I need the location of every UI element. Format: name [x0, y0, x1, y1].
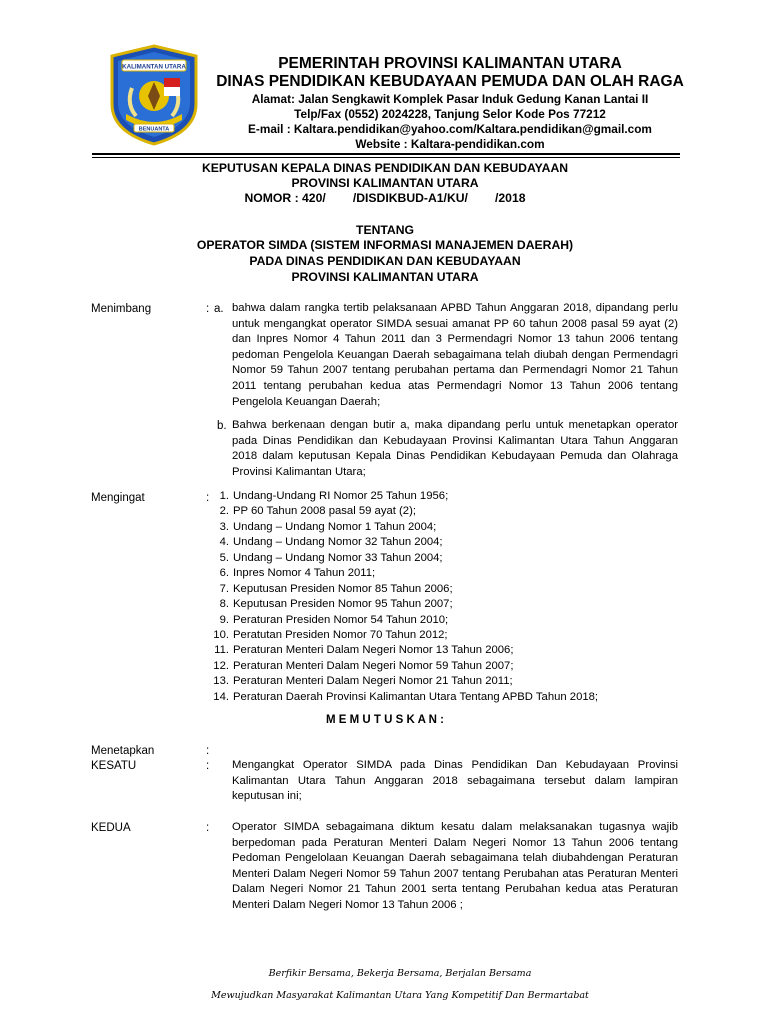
decree-title-line1: KEPUTUSAN KEPALA DINAS PENDIDIKAN DAN KEBUDAYAAN: [201, 161, 569, 175]
mengingat-item: [203, 629, 598, 644]
logo-banner-bottom: BENUANTA: [138, 126, 170, 133]
mengingat-item: [203, 521, 598, 536]
menimbang-b-text: Bahwa berkenaan dengan butir a, maka dipandang perlu untuk menetapkan operator pada Dinas Pendidikan dan Kebudayaan Provinsi Kalimantan Utara Tahun Anggaran 2018 dalam keputusan Kepala Dinas Pendidikan Kebudayaan Pemuda dan Olahraga Provinsi Kalimantan Utara;: [232, 419, 678, 478]
kedua-colon: :: [206, 822, 210, 834]
province-emblem-icon: [108, 44, 200, 146]
mengingat-item-number: 9.: [219, 613, 229, 626]
kesatu-text: Mengangkat Operator SIMDA pada Dinas Pendidikan Dan Kebudayaan Provinsi Kalimantan Utara Tahun Anggaran 2018 sebagaimana tersebut dalam lampiran keputusan ini;: [232, 759, 678, 803]
mengingat-item: [203, 505, 598, 520]
mengingat-item-text: Keputusan Presiden Nomor 85 Tahun 2006;: [233, 582, 453, 595]
logo-banner-top: KALIMANTAN UTARA: [122, 63, 186, 71]
menetapkan-label: Menetapkan: [91, 745, 155, 757]
mengingat-item-text: Inpres Nomor 4 Tahun 2011;: [233, 567, 376, 580]
mengingat-item: [203, 598, 598, 613]
letterhead-divider: [92, 153, 680, 155]
agency-phone: Telp/Fax (0552) 2024228, Tanjung Selor Kode Pos 77212: [294, 107, 606, 121]
mengingat-item-number: 5.: [219, 551, 229, 564]
mengingat-item-text: Keputusan Presiden Nomor 95 Tahun 2007;: [233, 598, 453, 611]
mengingat-item-text: Undang – Undang Nomor 1 Tahun 2004;: [233, 520, 437, 533]
mengingat-item: [203, 660, 598, 675]
menetapkan-colon: :: [206, 745, 210, 757]
mengingat-item: [203, 536, 598, 551]
agency-name: DINAS PENDIDIKAN KEBUDAYAAN PEMUDA DAN OLAH RAGA: [216, 73, 684, 90]
mengingat-item: [203, 644, 598, 659]
mengingat-item-text: Peraturan Daerah Provinsi Kalimantan Utara Tentang APBD Tahun 2018;: [233, 690, 599, 703]
kesatu-colon: :: [206, 760, 210, 772]
mengingat-item-text: Undang – Undang Nomor 33 Tahun 2004;: [233, 551, 443, 564]
footer-motto-line1: Berfikir Bersama, Bekerja Bersama, Berjalan Bersama: [268, 968, 532, 979]
mengingat-item: [203, 675, 598, 690]
mengingat-item-number: 14.: [213, 690, 229, 703]
mengingat-item-text: Undang-Undang RI Nomor 25 Tahun 1956;: [233, 490, 449, 502]
kedua-text: Operator SIMDA sebagaimana diktum kesatu dalam melaksanakan tugasnya wajib berpedoman pada Peraturan Menteri Dalam Negeri Nomor 13 Tahun 2006 tentang Pedoman Pengelolaan Keuangan Daerah sebagaimana telah diubahdengan Peraturan Menteri Dalam Negeri Nomor 59 Tahun 2007 tentang Perubahan atas Peraturan Menteri Dalam Negeri Nomor 21 Tahun 2001 serta tentang Perubahan kedua atas Peraturan Menteri Dalam Negeri Nomor 13 Tahun 2006 ;: [232, 821, 678, 911]
mengingat-item-number: 13.: [213, 675, 229, 688]
mengingat-colon: :: [206, 492, 210, 504]
kesatu-label: KESATU: [91, 760, 137, 772]
decree-number: NOMOR : 420/ /DISDIKBUD-A1/KU/ /2018: [244, 191, 526, 205]
mengingat-item-text: Undang – Undang Nomor 32 Tahun 2004;: [233, 536, 443, 549]
menimbang-colon: :: [206, 303, 210, 315]
mengingat-item: [203, 691, 598, 706]
mengingat-item-number: 12.: [213, 659, 229, 672]
decree-about: TENTANG: [356, 223, 414, 237]
mengingat-list: [203, 490, 598, 706]
mengingat-item-text: Peratutan Presiden Nomor 70 Tahun 2012;: [233, 628, 448, 641]
mengingat-item-text: Peraturan Presiden Nomor 54 Tahun 2010;: [233, 613, 449, 626]
kedua-label: KEDUA: [91, 822, 131, 834]
footer-motto-line2: Mewujudkan Masyarakat Kalimantan Utara Yang Kompetitif Dan Bermartabat: [211, 990, 589, 1001]
mengingat-item: [203, 614, 598, 629]
mengingat-item-text: Peraturan Menteri Dalam Negeri Nomor 13 Tahun 2006;: [233, 644, 514, 657]
mengingat-item-number: 1.: [219, 490, 229, 502]
menimbang-a-text: bahwa dalam rangka tertib pelaksanaan APBD Tahun Anggaran 2018, dipandang perlu untuk mengangkat operator SIMDA sesuai amanat PP 60 tahun 2008 pasal 59 ayat (2) dan Inpres Nomor 4 Tahun 2011 dan 3 Permendagri Nomor 13 tahun 2006 tentang pedoman Pengelola Keuangan Daerah sebagaimana telah diubah dengan Permendagri Nomor 59 Tahun 2007 tentang perubahan pertama dan Permendagri Nomor 21 Tahun 2011 tentang perubahan kedua atas Permendagri Nomor 13 Tahun 2006 tentang Pengelola Keuangan Daerah;: [232, 302, 678, 408]
mengingat-item-number: 4.: [219, 536, 229, 549]
agency-website: Website : Kaltara-pendidikan.com: [355, 137, 545, 151]
mengingat-item: [203, 552, 598, 567]
mengingat-item-number: 8.: [219, 598, 229, 611]
mengingat-item-number: 6.: [219, 567, 229, 580]
memutuskan-heading: M E M U T U S K A N :: [326, 714, 444, 726]
agency-address: Alamat: Jalan Sengkawit Komplek Pasar Induk Gedung Kanan Lantai II: [251, 92, 649, 106]
mengingat-item-number: 10.: [213, 628, 229, 641]
mengingat-item-text: Peraturan Menteri Dalam Negeri Nomor 59 Tahun 2007;: [233, 659, 514, 672]
mengingat-item-text: PP 60 Tahun 2008 pasal 59 ayat (2);: [233, 505, 416, 518]
decree-subject-line1: OPERATOR SIMDA (SISTEM INFORMASI MANAJEMEN DAERAH): [196, 238, 574, 252]
mengingat-item-number: 11.: [214, 644, 229, 657]
mengingat-item-number: 7.: [219, 582, 229, 595]
menimbang-b-marker: b.: [217, 420, 227, 432]
menimbang-label: Menimbang: [91, 303, 152, 315]
mengingat-item-number: 2.: [219, 505, 229, 518]
mengingat-item: [203, 583, 598, 598]
letterhead-divider-thin: [92, 157, 680, 158]
mengingat-item: [203, 567, 598, 582]
province-name: PEMERINTAH PROVINSI KALIMANTAN UTARA: [278, 55, 622, 72]
mengingat-label: Mengingat: [91, 492, 145, 504]
mengingat-item: [203, 490, 598, 505]
menimbang-a-marker: a.: [214, 303, 224, 315]
decree-subject-line2: PADA DINAS PENDIDIKAN DAN KEBUDAYAAN: [249, 254, 521, 268]
mengingat-item-number: 3.: [219, 520, 229, 533]
mengingat-item-text: Peraturan Menteri Dalam Negeri Nomor 21 Tahun 2011;: [233, 675, 513, 688]
decree-title-line2: PROVINSI KALIMANTAN UTARA: [291, 176, 479, 190]
decree-subject-line3: PROVINSI KALIMANTAN UTARA: [291, 270, 479, 284]
agency-email: E-mail : Kaltara.pendidikan@yahoo.com/Kaltara.pendidikan@gmail.com: [248, 122, 652, 136]
